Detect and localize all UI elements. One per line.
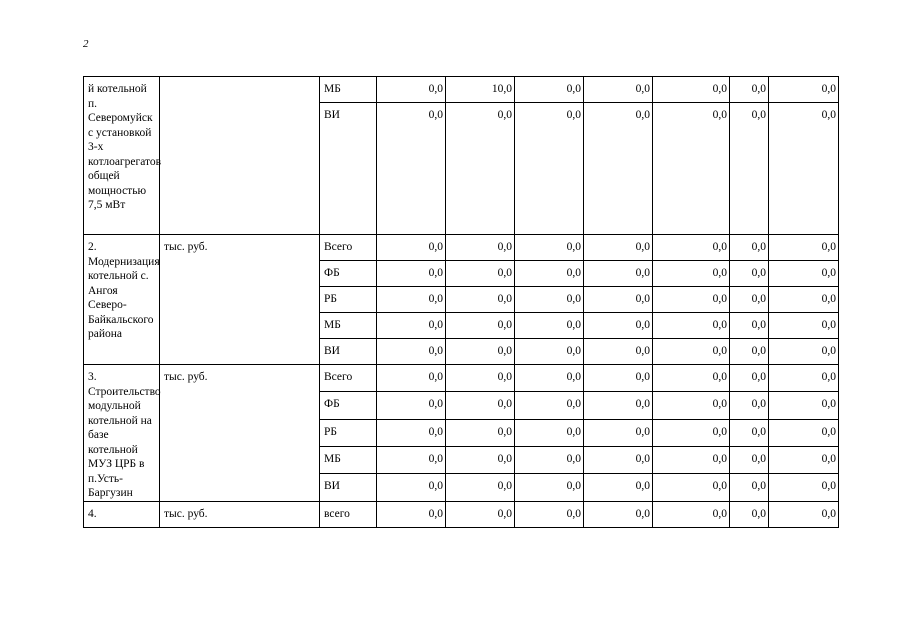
value-cell: 0,0 [730, 77, 769, 103]
measure-name-cell: й котельной п. Северомуйск с установкой 3-х котлоагрегатов общей мощностью 7,5 мВт [84, 77, 160, 235]
value-cell: 0,0 [653, 501, 730, 527]
value-cell: 0,0 [515, 474, 584, 501]
value-cell: 0,0 [377, 365, 446, 392]
measure-name-cell: 2. Модернизация котельной с. Ангоя Северо-Байкальского района [84, 235, 160, 365]
value-cell: 0,0 [584, 501, 653, 527]
value-cell: 0,0 [769, 261, 839, 287]
value-cell: 0,0 [653, 287, 730, 313]
value-cell: 0,0 [730, 103, 769, 235]
table-row [84, 501, 839, 527]
value-cell: 0,0 [730, 287, 769, 313]
value-cell: 0,0 [446, 261, 515, 287]
value-cell: 0,0 [769, 365, 839, 392]
value-cell: 0,0 [377, 103, 446, 235]
value-cell: 0,0 [769, 313, 839, 339]
value-cell: 0,0 [446, 365, 515, 392]
value-cell: 0,0 [584, 77, 653, 103]
value-cell: 0,0 [769, 77, 839, 103]
value-cell: 0,0 [515, 287, 584, 313]
value-cell: 0,0 [377, 392, 446, 419]
value-cell: 0,0 [446, 419, 515, 446]
unit-cell [160, 77, 320, 235]
value-cell: 0,0 [377, 261, 446, 287]
funding-source-cell: РБ [320, 287, 377, 313]
value-cell: 0,0 [584, 446, 653, 473]
value-cell: 0,0 [730, 339, 769, 365]
value-cell: 0,0 [515, 261, 584, 287]
value-cell: 0,0 [377, 446, 446, 473]
table-row [84, 365, 839, 392]
value-cell: 0,0 [653, 313, 730, 339]
value-cell: 0,0 [769, 419, 839, 446]
funding-source-cell: МБ [320, 77, 377, 103]
value-cell: 0,0 [584, 474, 653, 501]
value-cell: 0,0 [377, 474, 446, 501]
value-cell: 0,0 [515, 501, 584, 527]
value-cell: 0,0 [653, 392, 730, 419]
value-cell: 0,0 [515, 365, 584, 392]
value-cell: 0,0 [769, 287, 839, 313]
value-cell: 0,0 [377, 235, 446, 261]
value-cell: 0,0 [446, 287, 515, 313]
value-cell: 0,0 [653, 474, 730, 501]
funding-source-cell: ВИ [320, 474, 377, 501]
value-cell: 0,0 [730, 419, 769, 446]
value-cell: 0,0 [769, 501, 839, 527]
value-cell: 0,0 [769, 446, 839, 473]
funding-table [83, 76, 839, 528]
value-cell: 0,0 [730, 365, 769, 392]
value-cell: 0,0 [377, 77, 446, 103]
value-cell: 0,0 [377, 313, 446, 339]
value-cell: 0,0 [584, 261, 653, 287]
funding-source-cell: ФБ [320, 261, 377, 287]
value-cell: 0,0 [446, 392, 515, 419]
table-row [84, 77, 839, 103]
value-cell: 0,0 [446, 446, 515, 473]
funding-source-cell: РБ [320, 419, 377, 446]
value-cell: 0,0 [730, 446, 769, 473]
value-cell: 0,0 [515, 235, 584, 261]
value-cell: 0,0 [377, 287, 446, 313]
value-cell: 0,0 [446, 313, 515, 339]
value-cell: 0,0 [584, 103, 653, 235]
value-cell: 0,0 [730, 261, 769, 287]
measure-name-cell: 3. Строительство модульной котельной на базе котельной МУЗ ЦРБ в п.Усть-Баргузин [84, 365, 160, 502]
value-cell: 0,0 [653, 77, 730, 103]
value-cell: 0,0 [515, 313, 584, 339]
funding-source-cell: ФБ [320, 392, 377, 419]
value-cell: 0,0 [584, 313, 653, 339]
value-cell: 0,0 [584, 392, 653, 419]
value-cell: 0,0 [653, 365, 730, 392]
value-cell: 0,0 [515, 392, 584, 419]
unit-cell: тыс. руб. [160, 235, 320, 365]
funding-source-cell: ВИ [320, 103, 377, 235]
value-cell: 0,0 [377, 501, 446, 527]
value-cell: 0,0 [584, 419, 653, 446]
value-cell: 0,0 [730, 392, 769, 419]
value-cell: 0,0 [377, 419, 446, 446]
funding-source-cell: всего [320, 501, 377, 527]
funding-source-cell: МБ [320, 313, 377, 339]
value-cell: 0,0 [769, 474, 839, 501]
value-cell: 0,0 [446, 235, 515, 261]
value-cell: 0,0 [377, 339, 446, 365]
value-cell: 0,0 [446, 501, 515, 527]
value-cell: 0,0 [584, 339, 653, 365]
value-cell: 0,0 [769, 103, 839, 235]
value-cell: 0,0 [653, 103, 730, 235]
value-cell: 0,0 [653, 261, 730, 287]
value-cell: 0,0 [446, 339, 515, 365]
value-cell: 0,0 [515, 419, 584, 446]
value-cell: 0,0 [446, 103, 515, 235]
value-cell: 10,0 [446, 77, 515, 103]
value-cell: 0,0 [584, 287, 653, 313]
value-cell: 0,0 [653, 339, 730, 365]
value-cell: 0,0 [653, 419, 730, 446]
value-cell: 0,0 [653, 446, 730, 473]
value-cell: 0,0 [653, 235, 730, 261]
measure-name-cell: 4. [84, 501, 160, 527]
value-cell: 0,0 [769, 392, 839, 419]
funding-source-cell: Всего [320, 365, 377, 392]
value-cell: 0,0 [730, 313, 769, 339]
value-cell: 0,0 [730, 235, 769, 261]
value-cell: 0,0 [769, 339, 839, 365]
unit-cell: тыс. руб. [160, 365, 320, 502]
funding-source-cell: Всего [320, 235, 377, 261]
value-cell: 0,0 [515, 103, 584, 235]
page-number: 2 [83, 38, 89, 50]
value-cell: 0,0 [515, 77, 584, 103]
value-cell: 0,0 [769, 235, 839, 261]
value-cell: 0,0 [730, 501, 769, 527]
unit-cell: тыс. руб. [160, 501, 320, 527]
funding-source-cell: МБ [320, 446, 377, 473]
value-cell: 0,0 [730, 474, 769, 501]
funding-source-cell: ВИ [320, 339, 377, 365]
value-cell: 0,0 [584, 365, 653, 392]
value-cell: 0,0 [515, 446, 584, 473]
value-cell: 0,0 [515, 339, 584, 365]
value-cell: 0,0 [584, 235, 653, 261]
table-row [84, 235, 839, 261]
value-cell: 0,0 [446, 474, 515, 501]
